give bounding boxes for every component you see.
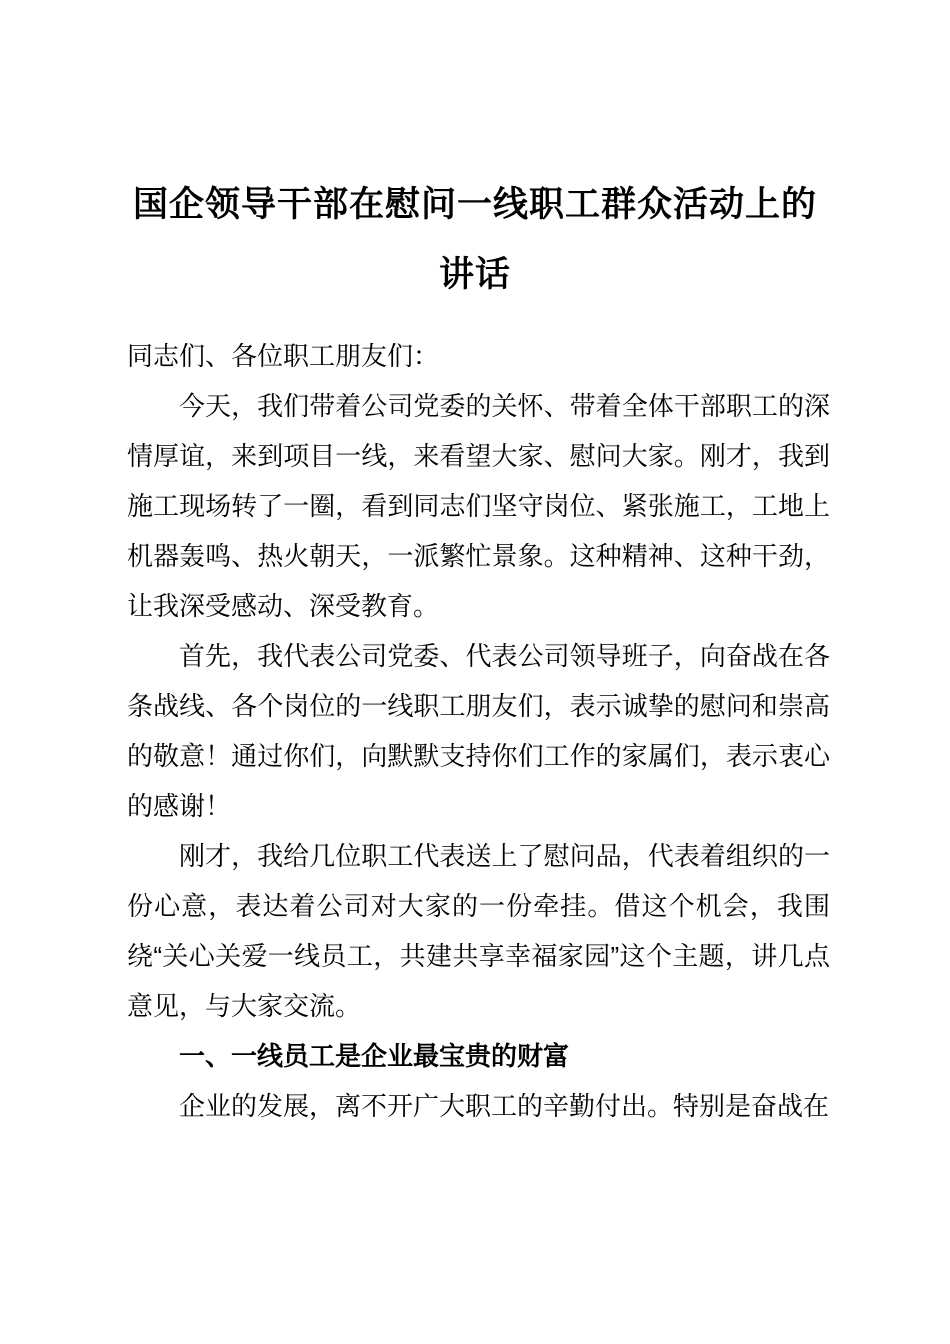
paragraph-enterprise-development: 企业的发展，离不开广大职工的辛勤付出。特别是奋战在 [179, 1091, 830, 1121]
paragraph-respect-thanks: 首先，我代表公司党委、代表公司领导班子，向奋战在各条战线、各个岗位的一线职工朋友们，表示诚挚的慰问和崇高的敬意！通过你们，向默默支持你们工作的家属们，表示衷心的感谢！ [127, 641, 830, 821]
section-heading-one: 一、一线员工是企业最宝贵的财富 [179, 1041, 570, 1071]
paragraph-greeting-visit: 今天，我们带着公司党委的关怀、带着全体干部职工的深情厚谊，来到项目一线，来看望大家、慰问大家。刚才，我到施工现场转了一圈，看到同志们坚守岗位、紧张施工，工地上机器轰鸣、热火朝天，一派繁忙景象。这种精神、这种干劲，让我深受感动、深受教育。 [127, 391, 830, 621]
document-title [0, 170, 950, 310]
paragraph-gifts-theme: 刚才，我给几位职工代表送上了慰问品，代表着组织的一份心意，表达着公司对大家的一份牵挂。借这个机会，我围绕“关心关爱一线员工，共建共享幸福家园”这个主题，讲几点意见，与大家交流。 [127, 841, 830, 1021]
title-line-2: 讲话 [438, 255, 511, 294]
salutation-line: 同志们、各位职工朋友们： [127, 341, 440, 371]
document-body [127, 331, 830, 1131]
title-line-1: 国企领导干部在慰问一线职工群众活动上的 [132, 185, 817, 224]
